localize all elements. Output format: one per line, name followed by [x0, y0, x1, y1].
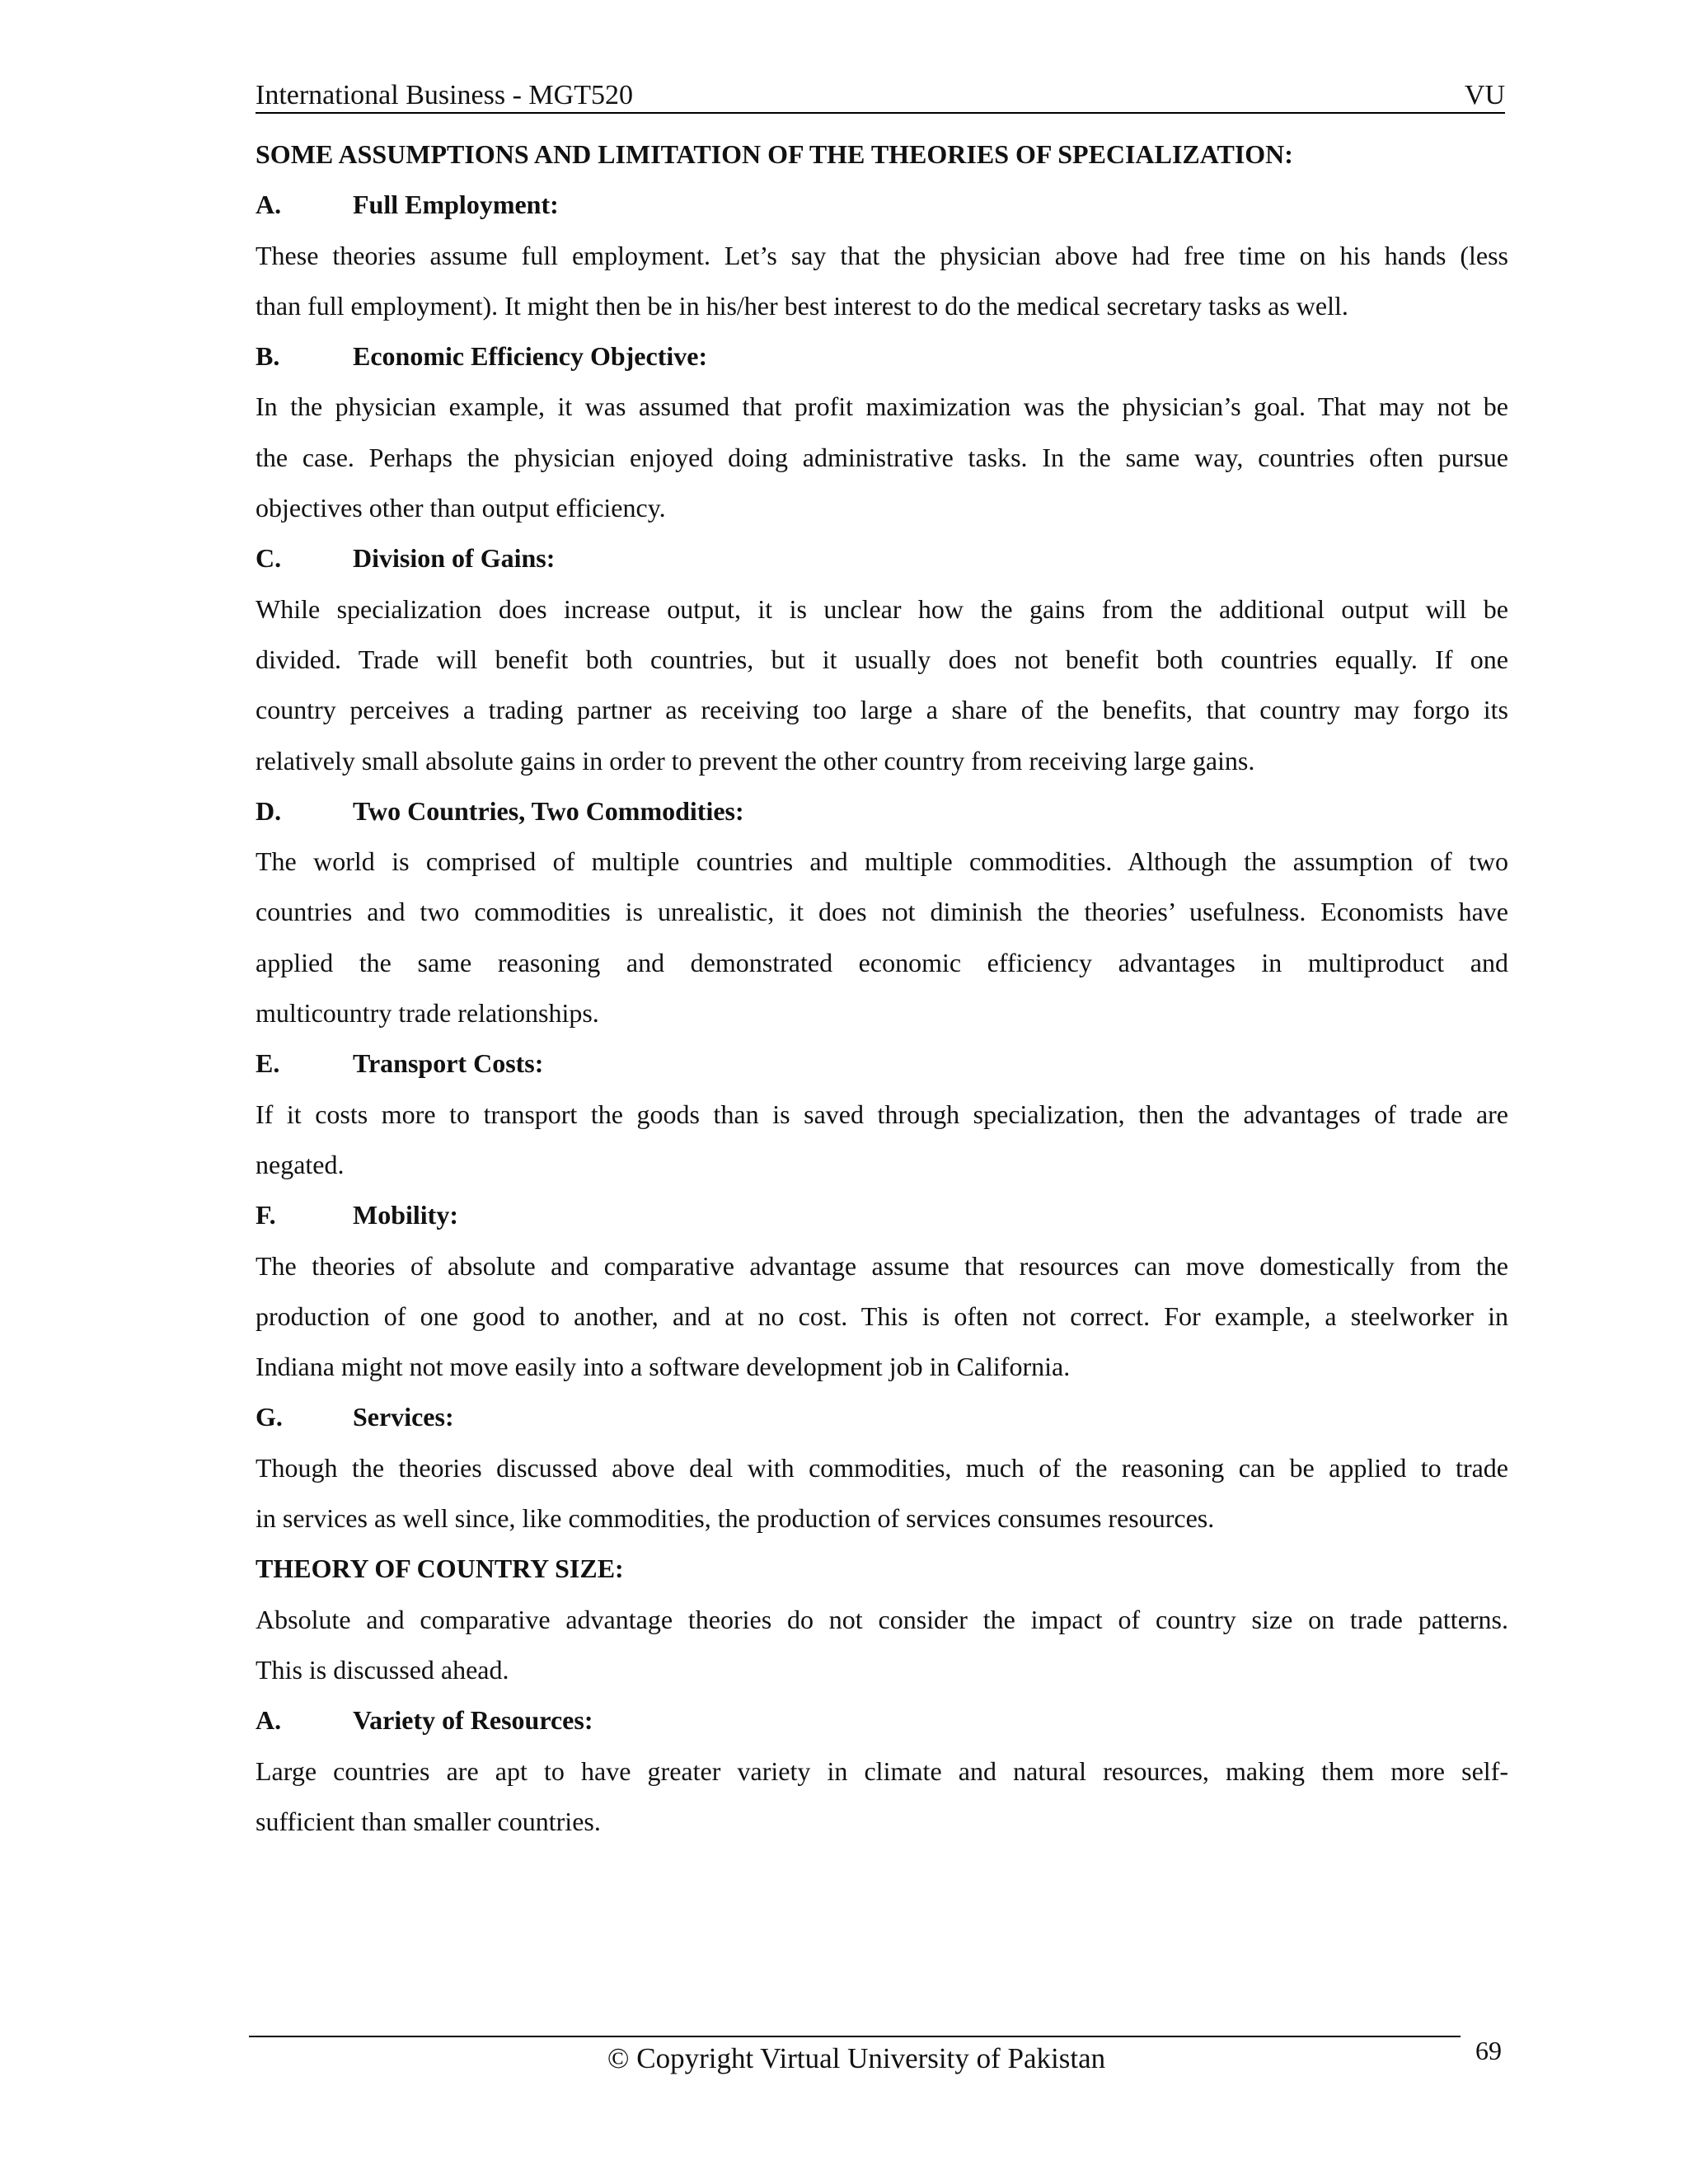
institution-code: VU [1464, 80, 1505, 110]
paragraph-line: country perceives a trading partner as receiving too large a share of the benefits, that country may forgo its [256, 695, 1508, 725]
section-title: Services: [353, 1402, 454, 1432]
section-heading [256, 1038, 1508, 1089]
footer-rule [249, 2036, 1461, 2037]
footer-copyright: © Copyright Virtual University of Pakistan [607, 2042, 1106, 2074]
section-heading [256, 786, 1508, 837]
section-title: Variety of Resources: [353, 1705, 593, 1736]
section-title: Transport Costs: [353, 1048, 544, 1079]
section-heading [256, 180, 1508, 230]
section-heading [256, 1190, 1508, 1240]
paragraph-line: relatively small absolute gains in order to prevent the other country from receiving large gains. [256, 745, 1255, 776]
paragraph-line: in services as well since, like commodities, the production of services consumes resources. [256, 1503, 1215, 1534]
section-letter: A. [256, 190, 282, 220]
page-header [256, 79, 1505, 114]
paragraph-line: the case. Perhaps the physician enjoyed doing administrative tasks. In the same way, countries often pursue [256, 442, 1508, 472]
section-title: Division of Gains: [353, 543, 556, 574]
section-letter: G. [256, 1402, 283, 1432]
main-heading: SOME ASSUMPTIONS AND LIMITATION OF THE THEORIES OF SPECIALIZATION: [256, 139, 1293, 169]
page-number: 69 [1475, 2036, 1502, 2065]
section-main-heading: THEORY OF COUNTRY SIZE: [256, 1554, 624, 1584]
section-heading [256, 1392, 1508, 1442]
paragraph-line: The theories of absolute and comparative advantage assume that resources can move domestically from the [256, 1250, 1508, 1281]
paragraph-line: Large countries are apt to have greater variety in climate and natural resources, making them more self- [256, 1755, 1508, 1786]
section-letter: D. [256, 795, 282, 826]
course-title: International Business - MGT520 [256, 80, 633, 110]
section-title: Full Employment: [353, 190, 559, 220]
section-title: Two Countries, Two Commodities: [353, 795, 744, 826]
paragraph-line: While specialization does increase output, it is unclear how the gains from the additional output will be [256, 593, 1508, 624]
paragraph-line: Though the theories discussed above deal with commodities, much of the reasoning can be applied to trade [256, 1452, 1508, 1483]
paragraph-line: Indiana might not move easily into a software development job in California. [256, 1352, 1071, 1382]
paragraph-line: countries and two commodities is unrealistic, it does not diminish the theories’ usefulness. Economists have [256, 897, 1508, 927]
paragraph-line: negated. [256, 1149, 345, 1179]
section-heading [256, 331, 1508, 382]
section-title: Economic Efficiency Objective: [353, 341, 708, 372]
paragraph-line: objectives other than output efficiency. [256, 493, 666, 523]
paragraph-line: than full employment). It might then be in his/her best interest to do the medical secretary tasks as well. [256, 290, 1348, 321]
section-letter: B. [256, 341, 280, 372]
paragraph-line: These theories assume full employment. Let’s say that the physician above had free time on his hands (less [256, 240, 1508, 270]
section-letter: C. [256, 543, 282, 574]
section-heading [256, 1695, 1508, 1746]
paragraph-line: If it costs more to transport the goods than is saved through specialization, then the advantages of trade are [256, 1099, 1508, 1129]
section-letter: F. [256, 1200, 276, 1230]
section-heading [256, 533, 1508, 583]
paragraph-line: divided. Trade will benefit both countries, but it usually does not benefit both countries equally. If one [256, 644, 1508, 674]
section-title: Mobility: [353, 1200, 458, 1230]
section-letter: E. [256, 1048, 280, 1079]
paragraph-line: This is discussed ahead. [256, 1654, 509, 1685]
paragraph-line: multicountry trade relationships. [256, 998, 599, 1029]
paragraph-line: In the physician example, it was assumed that profit maximization was the physician’s goal. That may not be [256, 391, 1508, 422]
paragraph-line: production of one good to another, and at no cost. This is often not correct. For example, a steelworker in [256, 1301, 1508, 1331]
paragraph-line: The world is comprised of multiple countries and multiple commodities. Although the assumption of two [256, 846, 1508, 877]
paragraph-line: applied the same reasoning and demonstrated economic efficiency advantages in multiproduct and [256, 947, 1508, 977]
section-letter: A. [256, 1705, 282, 1736]
paragraph-line: Absolute and comparative advantage theories do not consider the impact of country size on trade patterns. [256, 1604, 1508, 1634]
paragraph-line: sufficient than smaller countries. [256, 1806, 601, 1836]
page-content [256, 129, 1508, 1847]
